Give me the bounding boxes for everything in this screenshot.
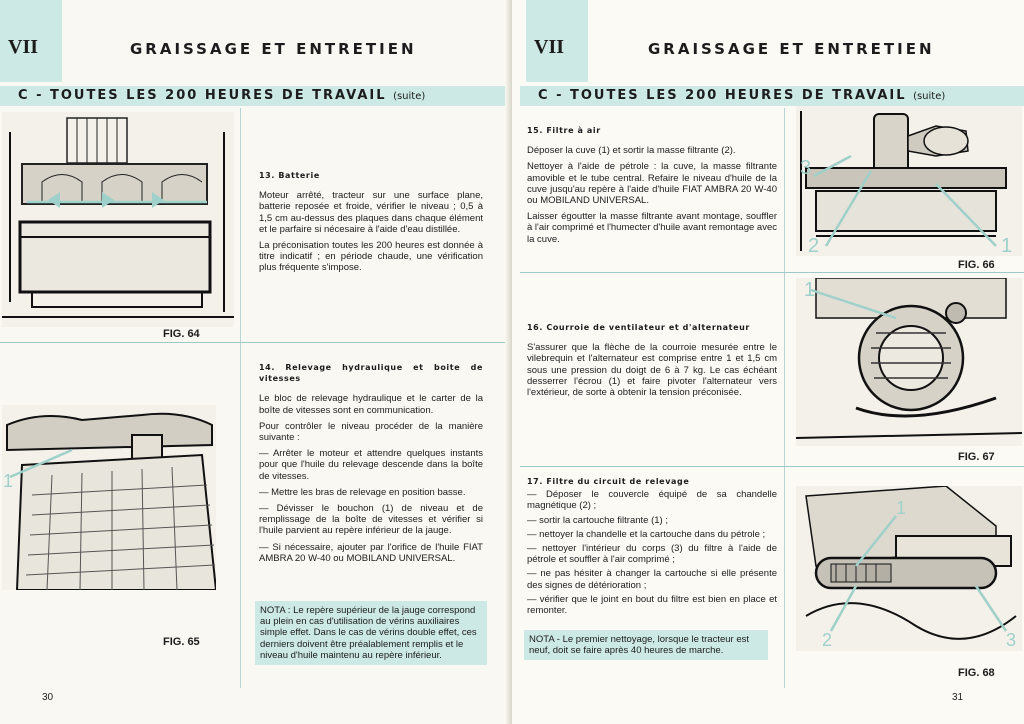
section-17-text-1: — Déposer le couvercle équipé de sa chandelle magnétique (2) ; xyxy=(527,489,777,512)
section-17-heading: 17. Filtre du circuit de relevage xyxy=(527,477,690,486)
chapter-number: VII xyxy=(526,0,588,82)
alternator-belt-illustration xyxy=(796,278,1022,446)
section-band-suite: (suite) xyxy=(393,91,426,102)
callout-2: 2 xyxy=(822,630,833,650)
callout-3: 3 xyxy=(1006,630,1017,650)
section-17-text-6: — vérifier que le joint en bout du filtre est bien en place et remonter. xyxy=(527,593,777,617)
section-17-text-5: — ne pas hésiter à changer la cartouche si elle présente des signes de détérioration ; xyxy=(527,568,777,591)
section-17-text-2: — sortir la cartouche filtrante (1) ; xyxy=(527,514,668,526)
nota-box-left: NOTA : Le repère supérieur de la jauge correspond au plein en cas d'utilisation de vérins auxiliaires simple effet. Dans le cas de vérins double effet, ces derniers doivent être préalablement remplis et le niveau d'huile maintenu au repère inférieur. xyxy=(255,601,487,665)
section-16 xyxy=(527,322,777,403)
callout-3: 3 xyxy=(800,157,812,179)
section-band xyxy=(0,86,505,106)
chapter-number: VII xyxy=(0,0,62,82)
section-13-text-2: La préconisation toutes les 200 heures est donnée à titre indicatif ; en période chaude, une vérification plus fréquente s'impose. xyxy=(259,240,483,274)
section-16-heading: 16. Courroie de ventilateur et d'alternateur xyxy=(527,323,750,332)
section-15-heading: 15. Filtre à air xyxy=(527,126,601,135)
air-filter-illustration xyxy=(796,106,1022,256)
section-15-text-2: Nettoyer à l'aide de pétrole : la cuve, la masse filtrante amovible et le tube central. Refaire le niveau d'huile de la cuve jusqu'au repère à l'aide d'huile FIAT AMBRA 20 W-40 ou MOBILAND UNIVERSAL. xyxy=(527,161,777,207)
right-page xyxy=(512,0,1024,724)
section-14-text-2: Pour contrôler le niveau procéder de la manière suivante : xyxy=(259,420,483,444)
page-title: GRAISSAGE ET ENTRETIEN xyxy=(648,40,935,58)
section-15 xyxy=(527,125,777,250)
section-divider xyxy=(520,466,1024,467)
callout-2: 2 xyxy=(808,235,820,256)
figure-68-caption: FIG. 68 xyxy=(958,667,995,679)
page-number: 31 xyxy=(952,692,964,703)
section-15-text-1: Déposer la cuve (1) et sortir la masse filtrante (2). xyxy=(527,145,736,157)
section-divider xyxy=(0,342,505,343)
section-band-title: C - TOUTES LES 200 HEURES DE TRAVAIL xyxy=(538,88,907,103)
section-14 xyxy=(259,362,483,569)
figure-67-caption: FIG. 67 xyxy=(958,451,995,463)
section-band xyxy=(520,86,1024,106)
section-14-heading: 14. Relevage hydraulique et boite de vitesses xyxy=(259,363,483,384)
section-13-text-1: Moteur arrêté, tracteur sur une surface plane, batterie reposée et froide, vérifier le niveau ; 0,5 à 1,5 cm au-dessus des plaques dans chaque élément et le parfaire si nécesaire à l'aide d'eau distillée. xyxy=(259,190,483,235)
section-14-text-3: — Arrêter le moteur et attendre quelques instants pour que l'huile du relevage descende dans la boîte de vitesses. xyxy=(259,448,483,482)
section-17-text-3: — nettoyer la chandelle et la cartouche dans du pétrole ; xyxy=(527,528,766,540)
hydraulic-filter-illustration xyxy=(796,486,1022,651)
section-14-text-5: — Dévisser le bouchon (1) de niveau et de remplissage de la boîte de vitesses et vérifier si l'huile parvient au repère inférieur de la jauge. xyxy=(259,503,483,537)
battery-illustration xyxy=(2,112,234,327)
section-13-heading: 13. Batterie xyxy=(259,171,320,180)
hydraulic-lift-illustration xyxy=(2,405,216,590)
column-divider xyxy=(784,108,785,688)
section-divider xyxy=(520,272,1024,273)
nota-box-right: NOTA - Le premier nettoyage, lorsque le tracteur est neuf, doit se faire après 40 heures de marche. xyxy=(524,630,768,660)
section-band-title: C - TOUTES LES 200 HEURES DE TRAVAIL xyxy=(18,88,387,103)
page-number: 30 xyxy=(42,692,54,703)
section-17 xyxy=(527,476,777,619)
section-14-text-6: — Si nécessaire, ajouter par l'orifice de l'huile FIAT AMBRA 20 W-40 ou MOBILAND UNIVERSAL. xyxy=(259,541,483,564)
section-14-text-4: — Mettre les bras de relevage en position basse. xyxy=(259,486,466,498)
section-14-text-1: Le bloc de relevage hydraulique et le carter de la boîte de vitesses sont en communication. xyxy=(259,393,483,416)
page-title: GRAISSAGE ET ENTRETIEN xyxy=(130,40,417,58)
figure-66-caption: FIG. 66 xyxy=(958,259,995,271)
section-16-text-1: S'assurer que la flèche de la courroie mesurée entre le vilebrequin et l'alternateur est comprise entre 1 et 1,5 cm sous une pression du doigt de 6 à 7 kg. Le cas échéant desserrer l'écrou (1) et faire pivoter l'alternateur vers l'extérieur, de sorte à obtenir la tension préconisée. xyxy=(527,342,777,399)
section-13 xyxy=(259,170,483,279)
figure-64-caption: FIG. 64 xyxy=(163,328,200,340)
callout-1: 1 xyxy=(804,279,816,301)
column-divider xyxy=(240,108,241,688)
callout-1: 1 xyxy=(896,498,907,518)
callout-1: 1 xyxy=(1001,235,1013,256)
left-page xyxy=(0,0,510,724)
section-17-text-4: — nettoyer l'intérieur du corps (3) du filtre à l'aide de pétrole et souffler à l'air comprimé ; xyxy=(527,543,777,566)
section-band-suite: (suite) xyxy=(913,91,946,102)
figure-65-caption: FIG. 65 xyxy=(163,636,200,648)
callout-1: 1 xyxy=(3,471,14,491)
section-15-text-3: Laisser égoutter la masse filtrante avant montage, souffler à l'air comprimé et l'humecter d'huile avant remontage avec la cuve. xyxy=(527,211,777,245)
